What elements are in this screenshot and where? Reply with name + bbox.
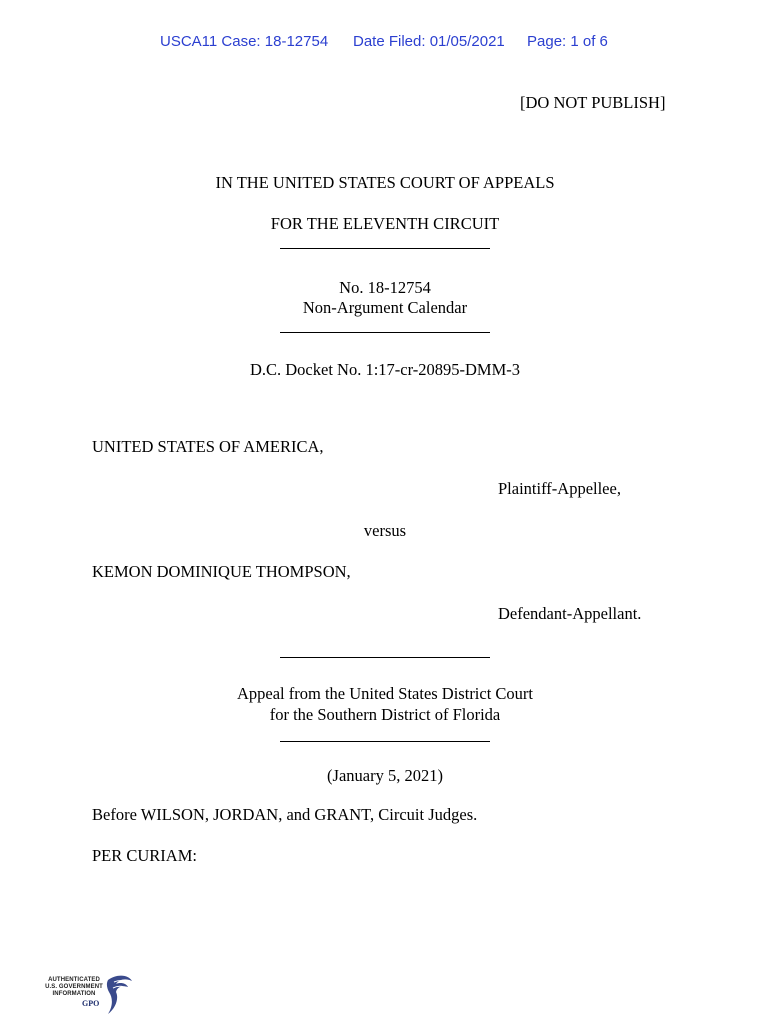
eagle-icon — [104, 972, 134, 1018]
plaintiff-name: UNITED STATES OF AMERICA, — [92, 437, 324, 456]
divider — [280, 741, 490, 742]
divider — [280, 248, 490, 249]
docket-number: D.C. Docket No. 1:17-cr-20895-DMM-3 — [249, 360, 521, 379]
header-case-number: USCA11 Case: 18-12754 — [160, 33, 329, 50]
case-number: No. 18-12754 — [339, 278, 431, 297]
per-curiam-label: PER CURIAM: — [92, 846, 197, 865]
divider — [280, 657, 490, 658]
header-date-filed: Date Filed: 01/05/2021 — [353, 33, 505, 50]
publish-notice: [DO NOT PUBLISH] — [520, 93, 666, 112]
gpo-label: GPO — [82, 999, 100, 1008]
decision-date: (January 5, 2021) — [327, 766, 443, 785]
header-page-count: Page: 1 of 6 — [527, 33, 608, 50]
calendar-type: Non-Argument Calendar — [302, 298, 468, 317]
versus-label: versus — [363, 521, 407, 540]
seal-text: AUTHENTICATED U.S. GOVERNMENT INFORMATION — [45, 977, 103, 997]
panel-judges: Before WILSON, JORDAN, and GRANT, Circuit Judges. — [92, 805, 478, 824]
appeal-origin: Appeal from the United States District Court — [236, 684, 534, 703]
defendant-name: KEMON DOMINIQUE THOMPSON, — [92, 562, 351, 581]
divider — [280, 332, 490, 333]
gpo-authentication-seal — [44, 972, 134, 1018]
circuit-name: FOR THE ELEVENTH CIRCUIT — [270, 214, 500, 233]
plaintiff-role: Plaintiff-Appellee, — [498, 479, 621, 498]
appeal-district: for the Southern District of Florida — [269, 705, 501, 724]
defendant-role: Defendant-Appellant. — [498, 604, 642, 623]
court-name: IN THE UNITED STATES COURT OF APPEALS — [215, 173, 555, 192]
